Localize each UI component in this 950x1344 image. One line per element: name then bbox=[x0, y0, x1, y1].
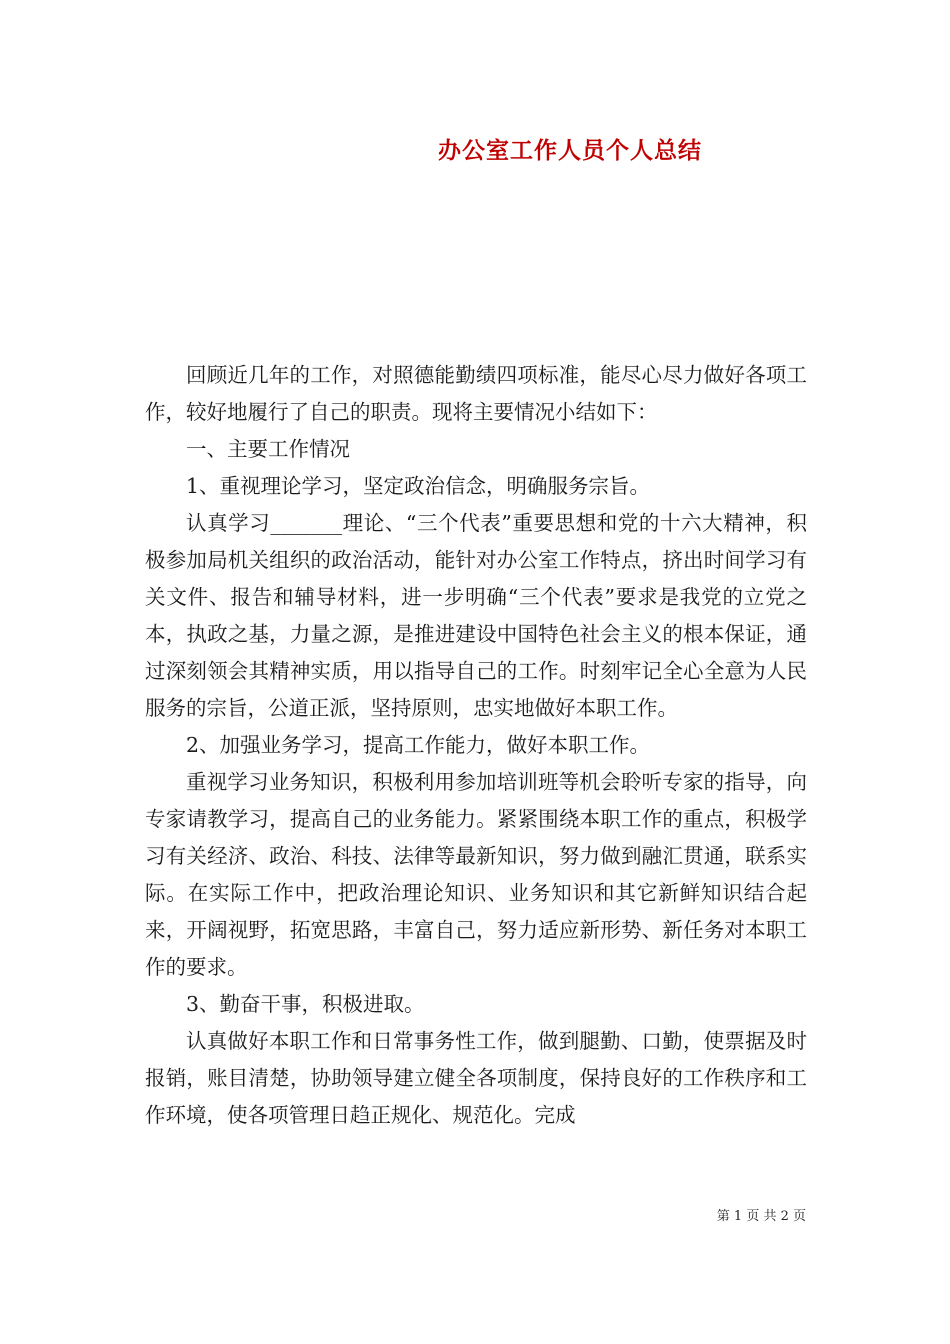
section-heading-main-work: 一、主要工作情况 bbox=[186, 437, 350, 461]
subheading-business-study: 2、加强业务学习，提高工作能力，做好本职工作。 bbox=[186, 733, 651, 757]
paragraph-intro: 回顾近几年的工作，对照德能勤绩四项标准，能尽心尽力做好各项工作，较好地履行了自己的职责。现将主要情况小结如下： bbox=[145, 363, 807, 424]
paragraph-theory-study: 认真学习_______理论、“三个代表”重要思想和党的十六大精神，积极参加局机关组织的政治活动，能针对办公室工作特点，挤出时间学习有关文件、报告和辅导材料，进一步明确“三个代表”要求是我党的立党之本，执政之基，力量之源，是推进建设中国特色社会主义的根本保证，通过深刻领会其精神实质，用以指导自己的工作。时刻牢记全心全意为人民服务的宗旨，公道正派，坚持原则，忠实地做好本职工作。 bbox=[145, 511, 807, 720]
subheading-diligence: 3、勤奋干事，积极进取。 bbox=[186, 992, 425, 1016]
document-title: 办公室工作人员个人总结 bbox=[438, 137, 702, 164]
subheading-theory-study: 1、重视理论学习，坚定政治信念，明确服务宗旨。 bbox=[186, 474, 651, 498]
document-body bbox=[145, 357, 807, 1134]
paragraph-business-study: 重视学习业务知识，积极利用参加培训班等机会聆听专家的指导，向专家请教学习，提高自己的业务能力。紧紧围绕本职工作的重点，积极学习有关经济、政治、科技、法律等最新知识，努力做到融汇贯通，联系实际。在实际工作中，把政治理论知识、业务知识和其它新鲜知识结合起来，开阔视野，拓宽思路，丰富自己，努力适应新形势、新任务对本职工作的要求。 bbox=[145, 770, 807, 979]
paragraph-diligence: 认真做好本职工作和日常事务性工作，做到腿勤、口勤，使票据及时报销，账目清楚，协助领导建立健全各项制度，保持良好的工作秩序和工作环境，使各项管理日趋正规化、规范化。完成 bbox=[145, 1029, 807, 1127]
page-footer: 第 1 页 共 2 页 bbox=[716, 1209, 806, 1224]
